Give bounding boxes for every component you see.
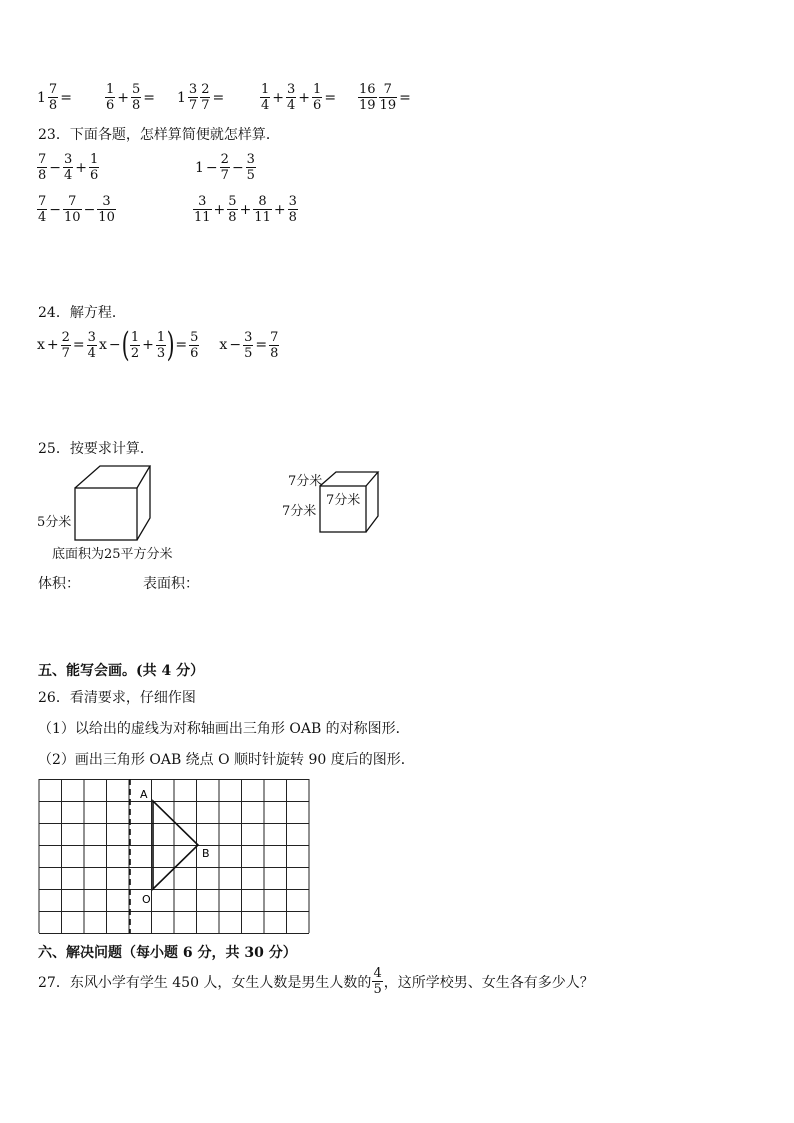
equals-sign: = [212,89,225,106]
denominator: 19 [379,98,397,113]
denominator: 8 [38,168,47,183]
variable-x: x [98,337,107,353]
fraction [63,152,73,183]
fraction [288,194,298,225]
q23-expr-1 [36,152,100,183]
fraction [379,82,398,113]
cube-figure-1 [60,462,170,546]
operator: + [46,337,59,353]
numerator: 3 [246,152,255,167]
q24-equations [36,325,280,365]
numerator: 7 [270,329,279,345]
fraction [220,152,230,183]
point-o-label: O [142,893,151,906]
cube1-side-label: 5分米 [37,515,72,530]
numerator: 3 [198,194,207,209]
numerator: 3 [87,329,96,345]
q26-step-1: （1）以给出的虚线为对称轴画出三角形 OAB 的对称图形． [38,721,410,737]
fraction [246,152,256,183]
fraction [372,966,382,997]
numerator: 7 [38,194,47,209]
numerator: 3 [287,82,296,97]
volume-label: 体积： [38,576,80,592]
numerator: 3 [102,194,111,209]
operator: + [273,201,286,218]
numerator: 3 [244,329,253,345]
fraction [61,330,71,361]
operator: + [239,201,252,218]
cube2-top-label: 7分米 [288,474,323,489]
left-paren: ( [121,325,130,365]
denominator: 6 [313,98,322,113]
fraction [286,82,296,113]
leading-number: 1 [37,89,46,106]
fraction [227,194,237,225]
operator: − [83,201,96,218]
denominator: 4 [64,168,73,183]
denominator: 8 [132,98,141,113]
q25-title: 25．按要求计算． [38,441,154,457]
denominator: 2 [130,345,140,361]
cube-top-face [75,466,150,488]
denominator: 4 [261,98,270,113]
numerator: 2 [220,152,229,167]
q26-step-2: （2）画出三角形 OAB 绕点 O 顺时针旋转 90 度后的图形． [38,752,415,768]
equals-sign: = [143,89,156,106]
grid-drawing [38,779,314,934]
denominator: 7 [188,98,198,113]
numerator: 4 [373,966,382,981]
fraction [243,330,253,361]
denominator: 4 [287,98,296,113]
operator: − [49,201,62,218]
operator: + [272,89,285,106]
variable-x: x [37,337,45,353]
fraction [97,194,116,225]
numerator: 1 [156,329,166,345]
q27-text-before: 27．东风小学有学生 450 人，女生人数是男生人数的 [38,974,372,991]
grid-lines [39,779,309,934]
denominator: 7 [201,98,210,113]
denominator: 5 [373,982,382,997]
q23-expr-2 [194,152,257,183]
operator: − [231,159,244,176]
denominator: 5 [246,168,255,183]
q26-title: 26．看清要求，仔细作图 [38,690,196,706]
denominator: 8 [270,345,279,361]
fraction [253,194,272,225]
numerator: 1 [130,329,140,345]
leading-number: 1 [177,89,186,106]
operator: − [49,159,62,176]
row22-expr-2 [104,82,156,113]
numerator: 2 [61,329,70,345]
denominator: 10 [98,210,115,225]
fraction [105,82,115,113]
section5-title: 五、能写会画。(共 4 分） [38,663,205,679]
cube1-base-label: 底面积为25平方分米 [52,547,173,562]
denominator: 11 [194,210,211,225]
numerator: 1 [90,152,99,167]
denominator: 10 [64,210,81,225]
fraction [89,152,99,183]
operator: − [229,337,242,353]
numerator: 16 [359,82,376,97]
numerator: 5 [190,329,199,345]
numerator: 3 [188,82,198,97]
row22-expr-1 [36,82,73,113]
cube2-left-label: 7分米 [282,504,317,519]
operator: + [117,89,130,106]
denominator: 11 [254,210,271,225]
q23-expr-3 [36,194,117,225]
row22-expr-3 [176,82,225,113]
numerator: 5 [228,194,237,209]
denominator: 4 [87,345,96,361]
cube2-front-label: 7分米 [326,493,361,508]
denominator: 6 [90,168,99,183]
denominator: 4 [38,210,47,225]
numerator: 7 [38,152,47,167]
right-paren: ) [166,325,175,365]
denominator: 7 [61,345,70,361]
fraction [358,82,377,113]
fraction [260,82,270,113]
fraction [130,330,140,361]
equals-sign: = [60,89,72,106]
fraction [269,330,279,361]
numerator: 1 [261,82,270,97]
q27-problem [38,966,594,997]
numerator: 2 [201,82,210,97]
denominator: 5 [244,345,253,361]
denominator: 6 [106,98,115,113]
fraction [63,194,82,225]
surface-area-label: 表面积： [143,576,199,592]
fraction [156,330,166,361]
numerator: 1 [313,82,322,97]
fraction [200,82,210,113]
fraction [131,82,141,113]
cube-side-face [366,472,378,532]
fraction [189,330,199,361]
variable-x: x [219,337,228,353]
cube-top-face [320,472,378,486]
denominator: 8 [48,98,58,113]
equals-sign: = [255,337,268,353]
numerator: 8 [258,194,267,209]
q24-title: 24．解方程． [38,305,126,321]
numerator: 1 [106,82,115,97]
denominator: 8 [228,210,237,225]
operator: − [205,159,218,176]
denominator: 3 [156,345,166,361]
point-b-label: B [202,847,210,860]
equals-sign: = [72,337,85,353]
numerator: 7 [68,194,77,209]
operator: + [213,201,226,218]
denominator: 8 [288,210,297,225]
operator: + [75,159,88,176]
q23-title: 23．下面各题，怎样算简便就怎样算． [38,127,280,143]
numerator: 7 [48,82,58,97]
row22-expr-4 [259,82,337,113]
denominator: 7 [220,168,229,183]
fraction [87,330,97,361]
q23-expr-4 [192,194,299,225]
fraction [193,194,212,225]
numerator: 3 [288,194,297,209]
operator: + [142,337,154,353]
leading-number: 1 [195,159,204,176]
operator: + [298,89,311,106]
equals-sign: = [175,337,188,353]
equals-sign: = [324,89,337,106]
row22-expr-5 [357,82,412,113]
fraction [48,82,58,113]
fraction [188,82,198,113]
q27-text-after: ，这所学校男、女生各有多少人？ [383,974,594,991]
fraction [37,194,47,225]
numerator: 3 [64,152,73,167]
section6-title: 六、解决问题（每小题 6 分，共 30 分） [38,945,297,961]
operator: − [108,337,121,353]
numerator: 5 [132,82,141,97]
point-a-label: A [140,788,148,801]
fraction [37,152,47,183]
denominator: 19 [359,98,376,113]
denominator: 6 [190,345,199,361]
equals-sign: = [399,89,411,106]
numerator: 7 [383,82,392,97]
fraction [312,82,322,113]
cube-front-face [75,488,137,540]
